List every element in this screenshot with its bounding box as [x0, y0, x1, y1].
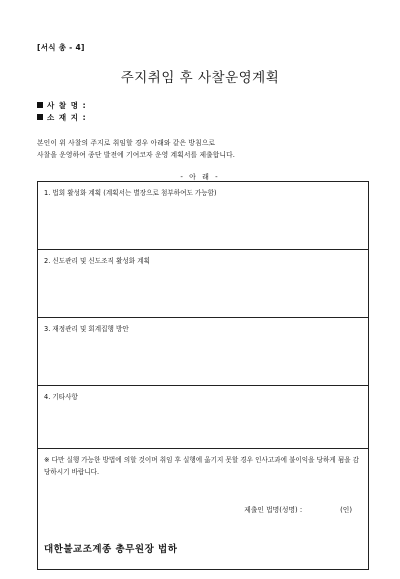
section-4-label: 4. 기타사항 [44, 393, 78, 401]
address-field [37, 112, 87, 123]
temple-name-label: 사 찰 명 : [47, 101, 87, 110]
form-code: [서식 총 - 4] [37, 43, 85, 52]
section-4-cell[interactable] [38, 386, 369, 449]
square-bullet-icon [37, 114, 43, 120]
body-line-1: 본인이 위 사찰의 주지로 취임할 경우 아래와 같은 방침으로 [37, 139, 216, 147]
section-2-cell[interactable] [38, 250, 369, 318]
arae-heading: - 아 래 - [180, 173, 220, 181]
temple-name-field [37, 100, 87, 111]
submitter-line [244, 504, 352, 514]
section-3-label: 3. 재정관리 및 회계집행 방안 [44, 325, 129, 333]
addressee: 대한불교조계종 총무원장 법하 [44, 544, 178, 555]
signature-cell [38, 449, 369, 570]
section-2-label: 2. 신도관리 및 신도조직 활성화 계획 [44, 257, 150, 265]
note-text: ※ 다만 실행 가능한 방법에 의할 것이며 취임 후 실행에 옮기지 못할 경우 인사고과에 불이익을 당하게 됨을 감당하시기 바랍니다. [44, 456, 360, 476]
page-title: 주지취임 후 사찰운영계획 [120, 70, 280, 86]
submitter-label: 제출인 법명(성명) : [244, 506, 303, 514]
seal-mark: (인) [340, 506, 352, 514]
section-1-label: 1. 법회 활성화 계획 (계획서는 별장으로 첨부하여도 가능함) [44, 189, 217, 197]
body-line-2: 사찰을 운영하여 종단 발전에 기여코자 운영 계획서를 제출합니다. [37, 151, 236, 159]
plan-table [37, 181, 369, 570]
square-bullet-icon [37, 102, 43, 108]
section-3-cell[interactable] [38, 318, 369, 386]
section-1-cell[interactable] [38, 182, 369, 250]
address-label: 소 재 지 : [47, 113, 87, 122]
